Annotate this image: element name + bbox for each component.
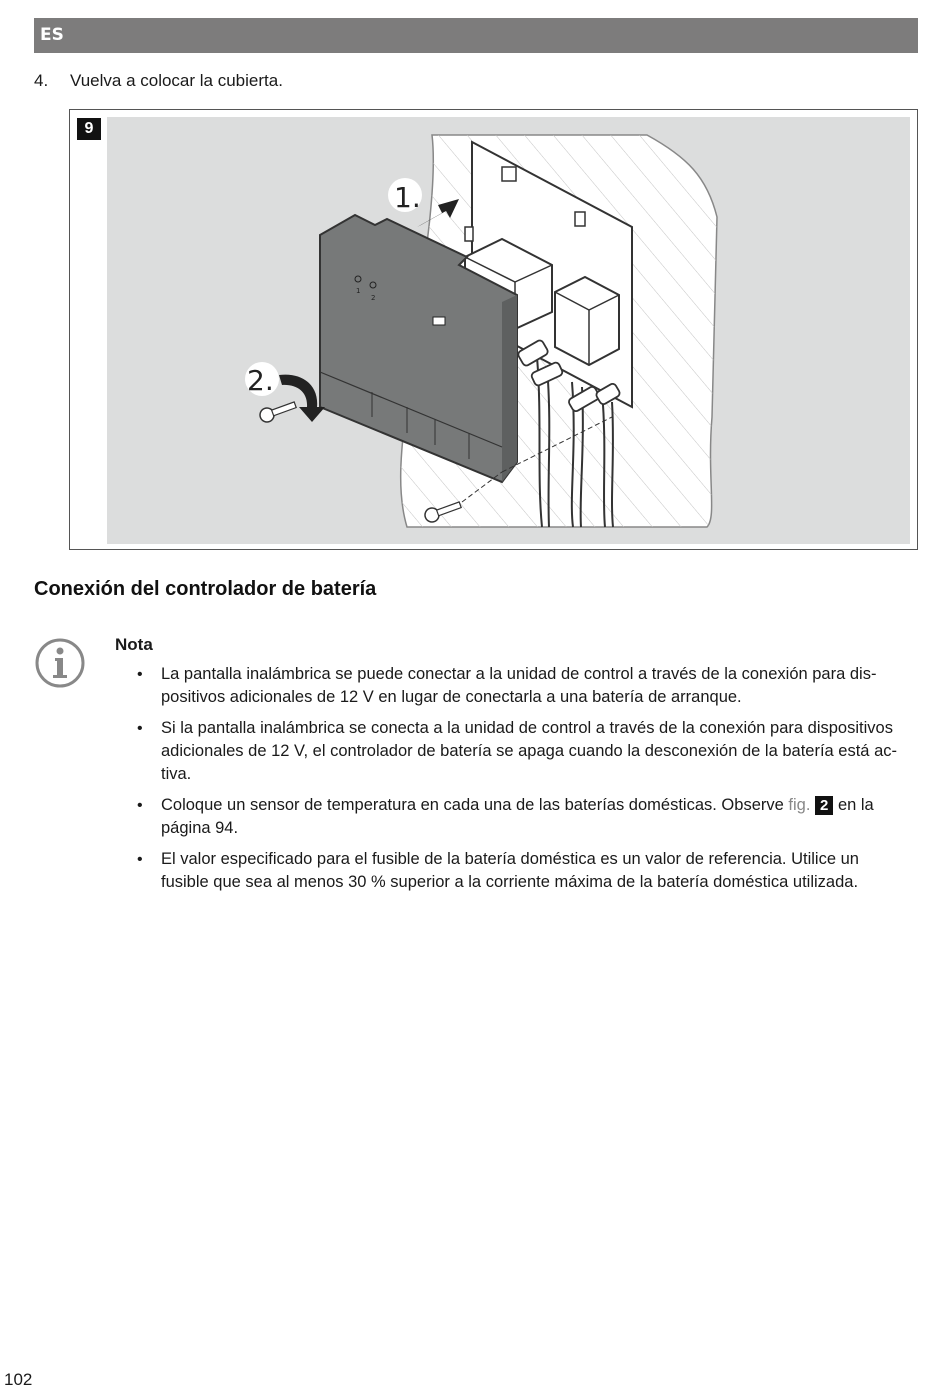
- relay-block-2: [555, 277, 619, 365]
- language-code: ES: [40, 25, 64, 45]
- step-text: Vuelva a colocar la cubierta.: [70, 71, 283, 90]
- step-4: [34, 71, 283, 91]
- note-item: • Coloque un sensor de temperatura en cada una de las baterías domésticas. Observe fig. 2 en la página 94.: [137, 794, 897, 840]
- sensor-label-2: 2: [371, 294, 376, 302]
- section-title: Conexión del controlador de batería: [34, 578, 377, 600]
- figure-reference-link[interactable]: fig.: [788, 796, 811, 814]
- note-list: [137, 663, 897, 902]
- callout-2-label: 2.: [247, 364, 274, 397]
- rotate-arrow: [279, 375, 325, 422]
- note-item: • Si la pantalla inalámbrica se conecta a la unidad de control a través de la conexión para dispositivos adicionales de 12 V, el controlador de batería se apaga cuando la desconexión de la batería está ac- tiva.: [137, 717, 897, 786]
- figure-number-badge: 9: [77, 118, 101, 140]
- page-number: 102: [4, 1370, 33, 1389]
- control-unit-mounting-illustration: [107, 117, 910, 544]
- step-number: 4.: [34, 71, 49, 90]
- sensor-label-1: 1: [356, 287, 361, 295]
- figure-reference-badge[interactable]: 2: [815, 796, 833, 815]
- screw-left: [258, 398, 298, 424]
- note-item: • La pantalla inalámbrica se puede conectar a la unidad de control a través de la conexión para dis- positivos adicionales de 12 V en lugar de conectarla a una batería de arranque.: [137, 663, 897, 709]
- cover-indicator: [433, 317, 445, 325]
- language-header-bar: [34, 18, 918, 53]
- info-icon: [34, 637, 86, 694]
- note-label: Nota: [115, 635, 153, 654]
- callout-1-label: 1.: [394, 181, 421, 214]
- note-item: • El valor especificado para el fusible de la batería doméstica es un valor de referencia. Utilice un fusible que sea al menos 30 % superior a la corriente máxima de la batería doméstica utilizada.: [137, 848, 897, 894]
- figure-illustration: [107, 117, 910, 544]
- plate-clip: [502, 167, 516, 181]
